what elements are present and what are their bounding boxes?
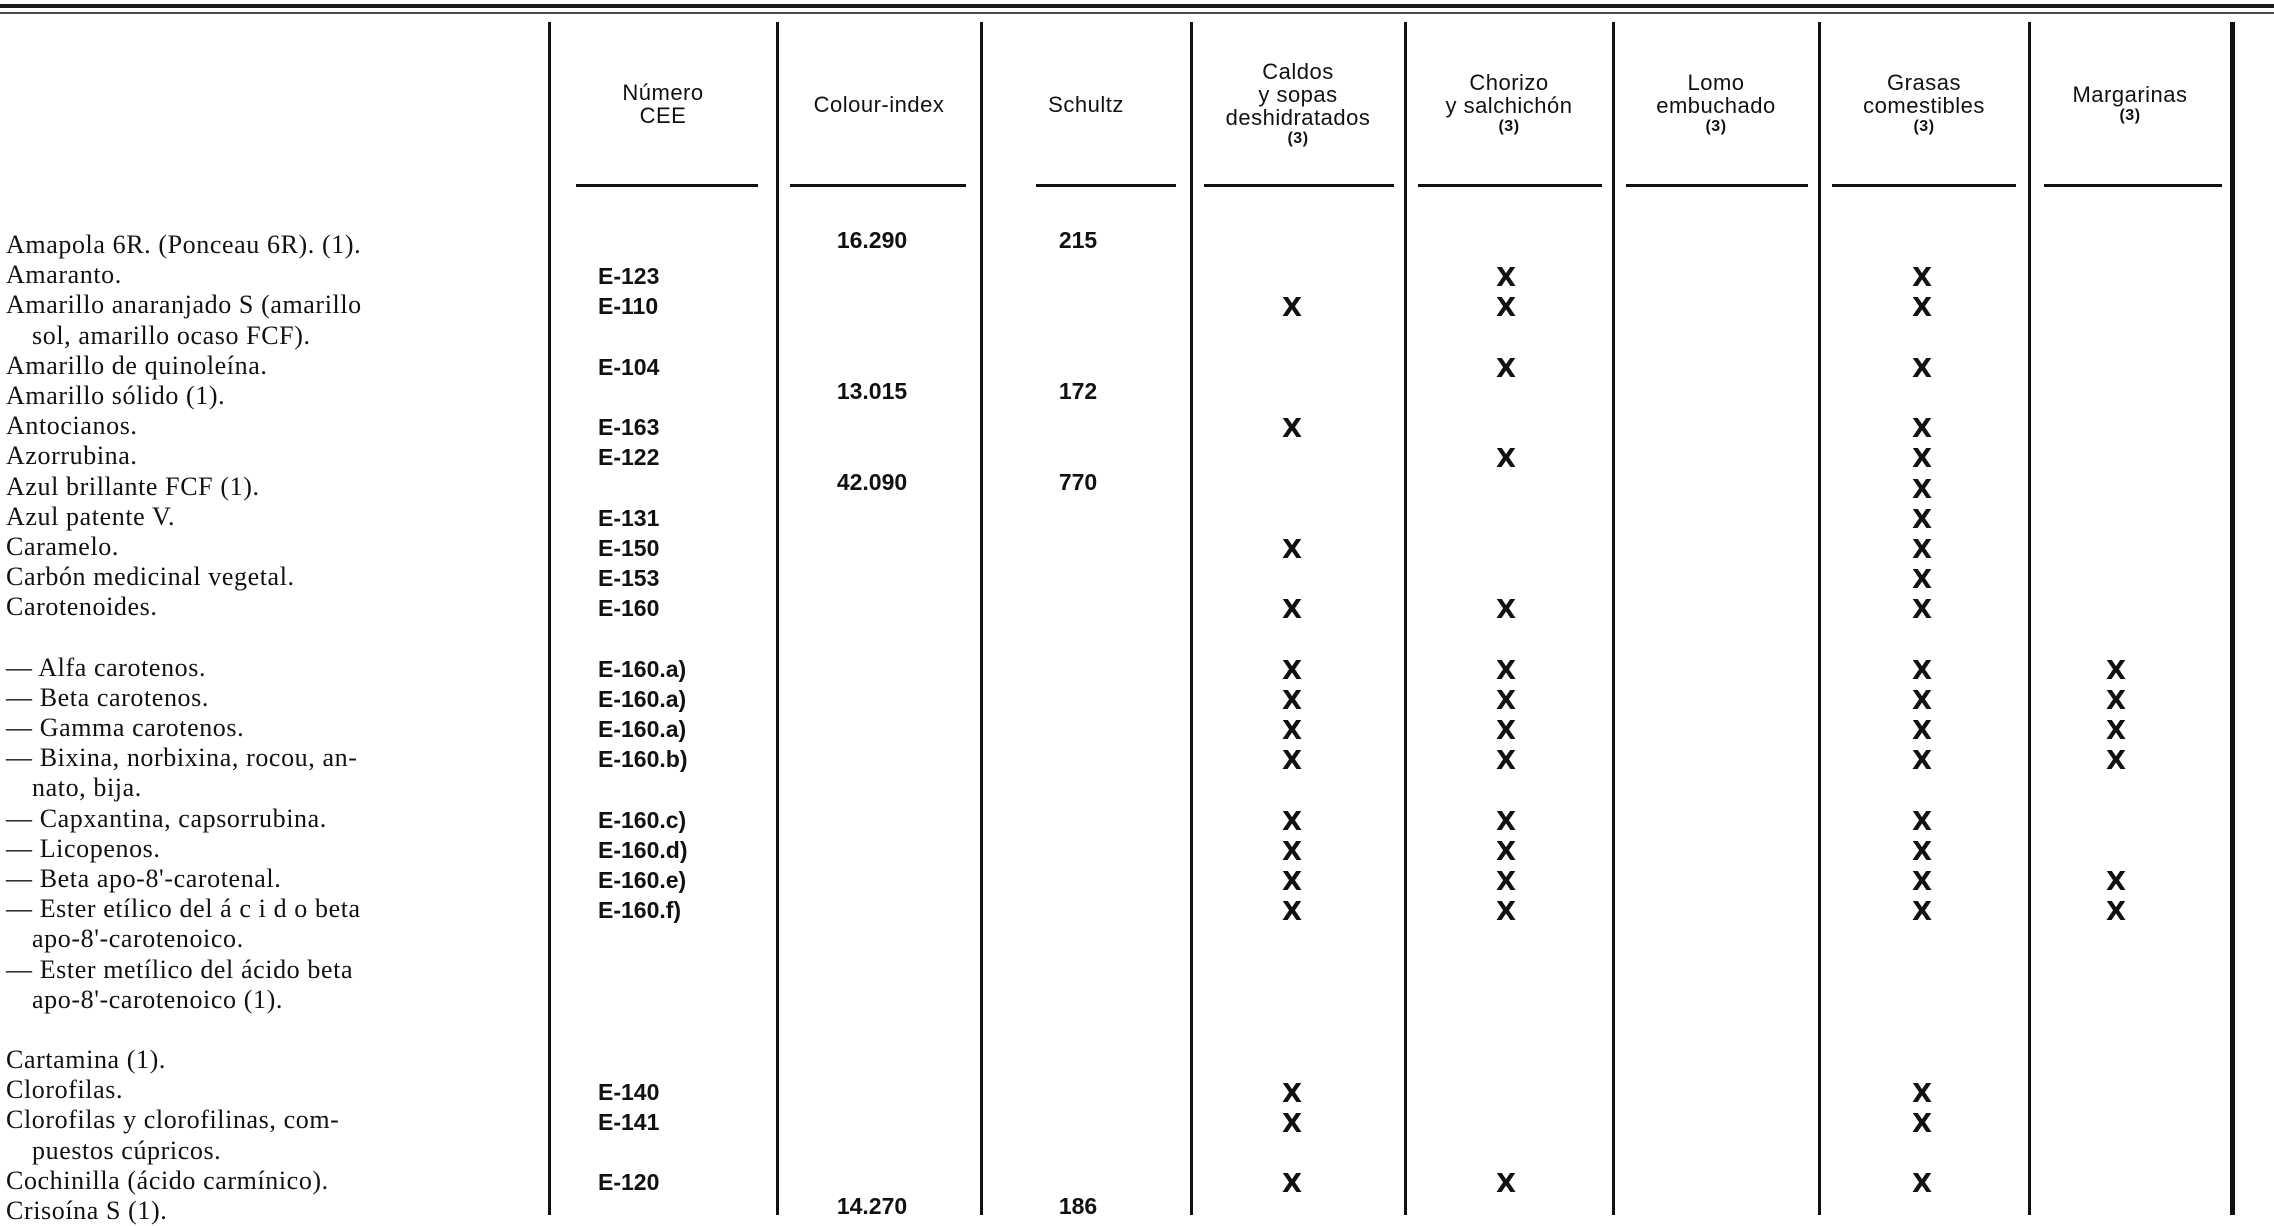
header-underline-caldos: [1204, 184, 1394, 187]
column-rule-7: [1818, 22, 1821, 1215]
margarinas-mark: X: [2105, 867, 2127, 898]
header-underline-grasas: [1832, 184, 2016, 187]
margarinas-mark: X: [2105, 655, 2127, 686]
colorant-name-column: [6, 230, 546, 1226]
numero-cee-cell: E-104: [598, 353, 660, 380]
caldos-mark: X: [1281, 535, 1303, 565]
caldos-mark: X: [1281, 716, 1303, 747]
header-numero-cee-line1: Número: [622, 80, 704, 105]
chorizo-mark: X: [1495, 686, 1517, 716]
table-row-name: Clorofilas y clorofilinas, com-: [6, 1105, 340, 1135]
table-row-name: — Licopenos.: [6, 833, 161, 863]
grasas-mark: X: [1911, 595, 1933, 626]
header-underline-margarinas: [2044, 184, 2222, 187]
column-rule-8: [2028, 22, 2031, 1215]
table-row-name: Carbón medicinal vegetal.: [6, 562, 295, 592]
grasas-mark: X: [1911, 565, 1933, 596]
header-underline-chorizo: [1418, 184, 1602, 187]
header-lomo: [1616, 44, 1816, 164]
top-double-rule-thin: [0, 12, 2274, 14]
header-margarinas-note: (3): [2119, 106, 2141, 124]
caldos-mark: X: [1281, 1169, 1303, 1200]
grasas-mark: X: [1911, 504, 1933, 535]
header-caldos-line3: deshidratados: [1225, 104, 1371, 130]
table-row-name: [6, 1015, 546, 1045]
table-row-name: nato, bija.: [32, 773, 142, 803]
header-underline-schultz: [1036, 184, 1176, 187]
header-grasas-line1: Grasas: [1887, 70, 1961, 95]
margarinas-mark: X: [2105, 686, 2127, 716]
table-row-name: sol, amarillo ocaso FCF).: [32, 320, 311, 350]
numero-cee-cell: E-160.b): [598, 746, 688, 773]
numero-cee-cell: E-160.f): [598, 897, 682, 924]
table-row-name: Amarillo anaranjado S (amarillo: [6, 290, 362, 320]
numero-cee-cell: E-160.a): [598, 655, 687, 682]
caldos-mark: X: [1281, 655, 1303, 686]
caldos-mark: X: [1281, 806, 1303, 837]
header-colour-index: [780, 44, 978, 164]
header-chorizo: [1408, 44, 1610, 164]
table-row-name: Crisoína S (1).: [6, 1196, 168, 1225]
header-underline-numero: [576, 184, 758, 187]
caldos-mark: X: [1281, 686, 1303, 716]
schultz-cell: 172: [1058, 378, 1098, 404]
schultz-cell: 186: [1058, 1193, 1098, 1220]
column-rule-right: [2230, 22, 2235, 1215]
chorizo-mark: X: [1495, 837, 1517, 867]
table-row-name: Azul patente V.: [6, 501, 176, 531]
header-lomo-line1: Lomo: [1687, 70, 1745, 95]
table-row-name: apo-8'-carotenoico (1).: [32, 984, 283, 1014]
chorizo-mark: X: [1495, 353, 1517, 384]
numero-cee-cell: E-160.e): [598, 867, 687, 894]
table-row-name: Antocianos.: [6, 411, 138, 441]
header-margarinas-line1: Margarinas: [2072, 81, 2188, 107]
colour-index-cell: 14.270: [836, 1193, 908, 1220]
table-row-name: — Beta carotenos.: [6, 682, 209, 712]
column-rule-1: [548, 22, 551, 1215]
table-row-name: Amarillo de quinoleína.: [6, 350, 268, 380]
table-row-name: — Bixina, norbixina, rocou, an-: [6, 743, 358, 773]
caldos-mark: X: [1281, 1078, 1303, 1109]
table-row-name: — Capxantina, capsorrubina.: [6, 803, 327, 833]
header-schultz-line1: Schultz: [1048, 91, 1124, 117]
grasas-mark: X: [1911, 474, 1933, 505]
caldos-mark: X: [1281, 746, 1303, 777]
grasas-mark: X: [1911, 1108, 1933, 1139]
column-rule-3: [980, 22, 983, 1215]
numero-cee-cell: E-131: [598, 504, 660, 531]
table-row-name: Azul brillante FCF (1).: [6, 471, 260, 501]
grasas-mark: X: [1911, 444, 1933, 475]
header-margarinas: [2032, 44, 2228, 164]
caldos-mark: X: [1281, 595, 1303, 626]
header-colour-index-line1: Colour-index: [813, 91, 945, 117]
column-rule-4: [1190, 22, 1193, 1215]
table-row-name: — Beta apo-8'-carotenal.: [6, 863, 282, 893]
column-rule-6: [1612, 22, 1615, 1215]
table-row-name: puestos cúpricos.: [32, 1135, 222, 1165]
numero-cee-cell: E-160.a): [598, 686, 687, 712]
grasas-mark: X: [1911, 806, 1933, 837]
chorizo-mark: X: [1495, 444, 1517, 475]
margarinas-mark: X: [2105, 897, 2127, 928]
numero-cee-cell: E-153: [598, 565, 660, 592]
caldos-mark: X: [1281, 414, 1303, 445]
chorizo-mark: X: [1495, 746, 1517, 777]
header-grasas-note: (3): [1913, 118, 1935, 135]
table-row-name: — Ester metílico del ácido beta: [6, 954, 354, 984]
grasas-mark: X: [1911, 293, 1933, 324]
header-grasas-line2: comestibles: [1863, 93, 1985, 118]
column-rule-2: [776, 22, 779, 1215]
grasas-mark: X: [1911, 263, 1933, 294]
grasas-mark: X: [1911, 535, 1933, 565]
numero-cee-cell: E-150: [598, 535, 660, 561]
colour-index-cell: 16.290: [836, 227, 908, 253]
header-underline-lomo: [1626, 184, 1808, 187]
top-double-rule: [0, 4, 2274, 8]
chorizo-mark: X: [1495, 897, 1517, 928]
header-lomo-note: (3): [1705, 118, 1727, 135]
header-chorizo-note: (3): [1498, 118, 1520, 135]
header-chorizo-line2: y salchichón: [1445, 93, 1573, 118]
chorizo-mark: X: [1495, 806, 1517, 837]
grasas-mark: X: [1911, 716, 1933, 747]
numero-cee-cell: E-123: [598, 263, 660, 290]
grasas-mark: X: [1911, 686, 1933, 716]
header-chorizo-line1: Chorizo: [1469, 70, 1549, 95]
chorizo-mark: X: [1495, 595, 1517, 626]
colour-index-cell: 42.090: [836, 468, 908, 495]
table-row-name: — Ester etílico del á c i d o beta: [6, 894, 361, 924]
numero-cee-cell: E-140: [598, 1078, 660, 1105]
table-row-name: Cochinilla (ácido carmínico).: [6, 1165, 329, 1195]
grasas-mark: X: [1911, 746, 1933, 777]
header-caldos: [1194, 44, 1402, 164]
chorizo-mark: X: [1495, 716, 1517, 747]
margarinas-mark: X: [2105, 716, 2127, 747]
numero-cee-cell: E-163: [598, 414, 660, 441]
numero-cee-cell: E-160: [598, 595, 660, 622]
colour-index-cell: 13.015: [836, 378, 908, 404]
table-row-name: Carotenoides.: [6, 592, 158, 622]
numero-cee-cell: E-160.a): [598, 716, 687, 743]
header-numero-cee: [552, 44, 774, 164]
table-row-name: — Gamma carotenos.: [6, 713, 245, 742]
numero-cee-cell: E-120: [598, 1169, 660, 1196]
grasas-mark: X: [1911, 867, 1933, 898]
grasas-mark: X: [1911, 353, 1933, 384]
grasas-mark: X: [1911, 1078, 1933, 1109]
table-row-name: Amapola 6R. (Ponceau 6R). (1).: [6, 230, 362, 259]
table-row-name: — Alfa carotenos.: [6, 652, 207, 682]
schultz-cell: 770: [1058, 468, 1098, 495]
table-row-name: Clorofilas.: [6, 1075, 124, 1105]
numero-cee-cell: E-160.d): [598, 837, 688, 863]
grasas-mark: X: [1911, 837, 1933, 867]
header-grasas: [1822, 44, 2026, 164]
header-underline-colour: [790, 184, 966, 187]
header-schultz: [984, 44, 1188, 164]
table-row-name: Caramelo.: [6, 531, 119, 561]
header-caldos-line1: Caldos: [1262, 58, 1334, 84]
header-numero-cee-line2: CEE: [639, 103, 687, 128]
table-row-name: apo-8'-carotenoico.: [32, 924, 244, 954]
numero-cee-cell: E-160.c): [598, 806, 687, 833]
margarinas-mark: X: [2105, 746, 2127, 777]
table-row-name: [6, 622, 546, 652]
numero-cee-cell: E-141: [598, 1108, 660, 1135]
caldos-mark: X: [1281, 867, 1303, 898]
grasas-mark: X: [1911, 1169, 1933, 1200]
grasas-mark: X: [1911, 414, 1933, 445]
header-caldos-note: (3): [1287, 129, 1309, 147]
numero-cee-cell: E-110: [598, 293, 659, 320]
chorizo-mark: X: [1495, 655, 1517, 686]
chorizo-mark: X: [1495, 867, 1517, 898]
table-row-name: Cartamina (1).: [6, 1045, 167, 1075]
caldos-mark: X: [1281, 837, 1303, 867]
column-rule-5: [1404, 22, 1407, 1215]
table-row-name: Amarillo sólido (1).: [6, 380, 226, 410]
table-row-name: Azorrubina.: [6, 441, 138, 471]
numero-cee-cell: E-122: [598, 444, 660, 471]
header-caldos-line2: y sopas: [1258, 81, 1338, 107]
schultz-cell: 215: [1058, 227, 1098, 253]
chorizo-mark: X: [1495, 1169, 1517, 1200]
chorizo-mark: X: [1495, 293, 1517, 324]
chorizo-mark: X: [1495, 263, 1517, 294]
caldos-mark: X: [1281, 897, 1303, 928]
table-row-name: Amaranto.: [6, 260, 122, 290]
header-lomo-line2: embuchado: [1656, 93, 1776, 118]
grasas-mark: X: [1911, 897, 1933, 928]
grasas-mark: X: [1911, 655, 1933, 686]
caldos-mark: X: [1281, 293, 1303, 324]
caldos-mark: X: [1281, 1108, 1303, 1139]
